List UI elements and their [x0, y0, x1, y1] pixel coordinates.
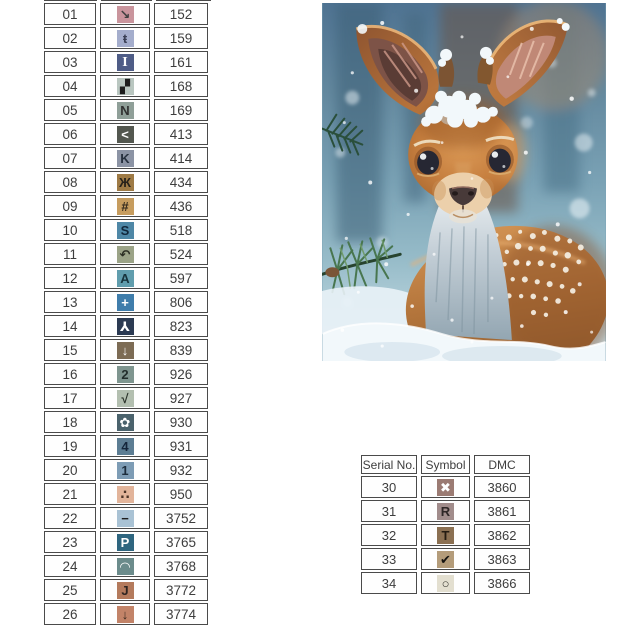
symbol-swatch: ŧ [117, 30, 134, 47]
symbol-cell [100, 243, 150, 265]
symbol-swatch: N [117, 102, 134, 119]
serial-cell: 26 [44, 603, 96, 625]
symbol-swatch: S [117, 222, 134, 239]
serial-cell: 33 [361, 548, 417, 570]
dmc-cell: 3861 [474, 500, 530, 522]
dmc-cell: 823 [154, 315, 208, 337]
serial-cell: 07 [44, 147, 96, 169]
symbol-swatch: − [117, 510, 134, 527]
symbol-cell [421, 524, 470, 546]
dmc-cell: 436 [154, 195, 208, 217]
table-row [44, 75, 208, 97]
dmc-cell: 168 [154, 75, 208, 97]
symbol-swatch: # [117, 198, 134, 215]
serial-cell: 10 [44, 219, 96, 241]
dmc-cell: 3862 [474, 524, 530, 546]
table-row [44, 579, 208, 601]
dmc-cell: 518 [154, 219, 208, 241]
dmc-header: DMC [474, 455, 530, 474]
table-header-row [361, 455, 530, 474]
serial-cell: 04 [44, 75, 96, 97]
symbol-swatch: ↶ [117, 246, 134, 263]
symbol-cell [100, 531, 150, 553]
dmc-cell: 839 [154, 339, 208, 361]
symbol-cell [100, 459, 150, 481]
serial-cell: 01 [44, 3, 96, 25]
symbol-cell [100, 435, 150, 457]
dmc-cell: 3774 [154, 603, 208, 625]
symbol-swatch: ∴ [117, 486, 134, 503]
table-row [361, 572, 530, 594]
serial-cell: 22 [44, 507, 96, 529]
dmc-cell: 932 [154, 459, 208, 481]
symbol-cell [421, 500, 470, 522]
dmc-cell: 3866 [474, 572, 530, 594]
symbol-swatch: ⅄ [117, 318, 134, 335]
serial-cell: 13 [44, 291, 96, 313]
symbol-swatch: R [437, 503, 454, 520]
symbol-cell [100, 387, 150, 409]
table-row [44, 603, 208, 625]
symbol-cell [100, 195, 150, 217]
serial-cell: 11 [44, 243, 96, 265]
symbol-cell [100, 267, 150, 289]
serial-cell: 23 [44, 531, 96, 553]
symbol-cell [100, 603, 150, 625]
dmc-cell: 3863 [474, 548, 530, 570]
table-row [44, 435, 208, 457]
symbol-cell [421, 476, 470, 498]
symbol-swatch: K [117, 150, 134, 167]
serial-cell: 21 [44, 483, 96, 505]
symbol-cell [100, 51, 150, 73]
dmc-cell: 152 [154, 3, 208, 25]
table-row [44, 459, 208, 481]
dmc-cell: 806 [154, 291, 208, 313]
right-legend-table [357, 453, 534, 596]
symbol-cell [100, 579, 150, 601]
symbol-cell [100, 339, 150, 361]
table-row [44, 291, 208, 313]
dmc-cell: 169 [154, 99, 208, 121]
table-row [361, 476, 530, 498]
serial-cell: 19 [44, 435, 96, 457]
dmc-cell: 597 [154, 267, 208, 289]
symbol-swatch: ▞ [117, 78, 134, 95]
dmc-cell: 413 [154, 123, 208, 145]
symbol-swatch: ✿ [117, 414, 134, 431]
dmc-cell: 434 [154, 171, 208, 193]
serial-no-header: Serial No. [361, 455, 417, 474]
dmc-cell: 3860 [474, 476, 530, 498]
table-row [44, 195, 208, 217]
symbol-swatch: ↘ [117, 6, 134, 23]
symbol-cell [100, 363, 150, 385]
symbol-swatch: J [117, 582, 134, 599]
serial-cell: 32 [361, 524, 417, 546]
symbol-cell [100, 483, 150, 505]
serial-cell: 03 [44, 51, 96, 73]
serial-cell: 20 [44, 459, 96, 481]
dmc-cell: 930 [154, 411, 208, 433]
symbol-swatch: ○ [437, 575, 454, 592]
table-row [44, 267, 208, 289]
symbol-cell [100, 315, 150, 337]
table-row [361, 500, 530, 522]
table-row [361, 548, 530, 570]
symbol-swatch: √ [117, 390, 134, 407]
symbol-cell [100, 291, 150, 313]
symbol-swatch: ↓ [117, 342, 134, 359]
serial-cell: 17 [44, 387, 96, 409]
symbol-cell [100, 147, 150, 169]
dmc-cell: 3772 [154, 579, 208, 601]
table-row [44, 339, 208, 361]
symbol-swatch: ✔ [437, 551, 454, 568]
table-row [44, 51, 208, 73]
symbol-swatch: 2 [117, 366, 134, 383]
serial-cell: 14 [44, 315, 96, 337]
table-row [44, 243, 208, 265]
table-row [44, 387, 208, 409]
dmc-cell: 524 [154, 243, 208, 265]
table-row [44, 531, 208, 553]
table-row [44, 147, 208, 169]
symbol-cell [100, 99, 150, 121]
serial-cell: 06 [44, 123, 96, 145]
symbol-swatch: P [117, 534, 134, 551]
serial-cell: 05 [44, 99, 96, 121]
dmc-cell: 931 [154, 435, 208, 457]
table-row [44, 99, 208, 121]
symbol-cell [100, 27, 150, 49]
symbol-cell [100, 219, 150, 241]
table-row [44, 315, 208, 337]
table-row [44, 27, 208, 49]
table-row [44, 123, 208, 145]
dmc-cell: 3752 [154, 507, 208, 529]
symbol-cell [100, 507, 150, 529]
table-row [44, 219, 208, 241]
symbol-swatch: ↓ [117, 606, 134, 623]
symbol-swatch: ✖ [437, 479, 454, 496]
symbol-swatch: 1 [117, 462, 134, 479]
serial-cell: 09 [44, 195, 96, 217]
serial-cell: 24 [44, 555, 96, 577]
symbol-cell [421, 572, 470, 594]
dmc-cell: 414 [154, 147, 208, 169]
deer-photo [322, 3, 606, 361]
table-row [44, 507, 208, 529]
symbol-swatch: A [117, 270, 134, 287]
symbol-cell [421, 548, 470, 570]
serial-cell: 18 [44, 411, 96, 433]
deer-photo-illustration [322, 3, 606, 361]
serial-cell: 34 [361, 572, 417, 594]
symbol-swatch: I [117, 54, 134, 71]
dmc-cell: 159 [154, 27, 208, 49]
table-row [44, 363, 208, 385]
table-row [44, 555, 208, 577]
serial-cell: 25 [44, 579, 96, 601]
symbol-swatch: < [117, 126, 134, 143]
table-row [44, 411, 208, 433]
serial-cell: 02 [44, 27, 96, 49]
symbol-cell [100, 123, 150, 145]
dmc-cell: 927 [154, 387, 208, 409]
left-legend-table [40, 1, 212, 627]
table-row [44, 171, 208, 193]
symbol-swatch: Ж [117, 174, 134, 191]
symbol-cell [100, 75, 150, 97]
table-row [44, 3, 208, 25]
serial-cell: 31 [361, 500, 417, 522]
serial-cell: 15 [44, 339, 96, 361]
symbol-cell [100, 411, 150, 433]
dmc-cell: 926 [154, 363, 208, 385]
symbol-swatch: ◠ [117, 558, 134, 575]
table-row [361, 524, 530, 546]
dmc-cell: 950 [154, 483, 208, 505]
serial-cell: 16 [44, 363, 96, 385]
dmc-cell: 3768 [154, 555, 208, 577]
symbol-swatch: 4 [117, 438, 134, 455]
symbol-header: Symbol [421, 455, 470, 474]
symbol-cell [100, 171, 150, 193]
serial-cell: 30 [361, 476, 417, 498]
dmc-cell: 3765 [154, 531, 208, 553]
serial-cell: 12 [44, 267, 96, 289]
table-row [44, 483, 208, 505]
serial-cell: 08 [44, 171, 96, 193]
symbol-swatch: + [117, 294, 134, 311]
dmc-cell: 161 [154, 51, 208, 73]
symbol-swatch: T [437, 527, 454, 544]
symbol-cell [100, 555, 150, 577]
symbol-cell [100, 3, 150, 25]
